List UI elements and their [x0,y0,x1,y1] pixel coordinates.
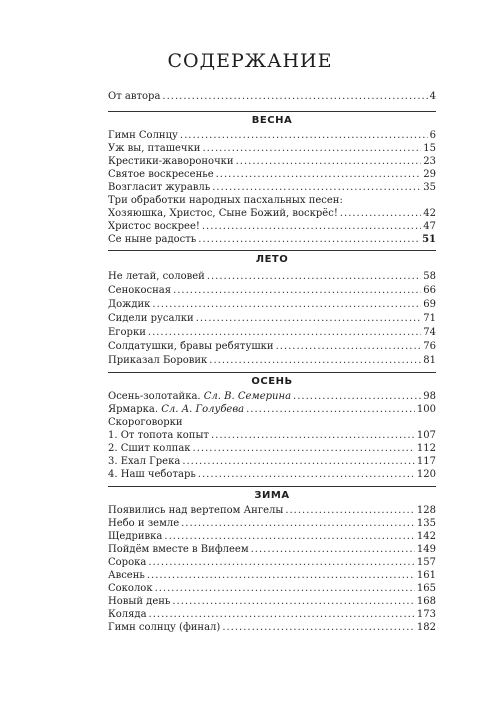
section-rule [108,250,436,251]
section-heading-autumn: ОСЕНЬ [251,376,293,387]
toc-entry-author [108,90,436,103]
toc-entry: Хозяюшка, Христос, Сыне Божий, воскрёс! ..... 42 [108,207,436,220]
section-rule [108,372,436,373]
toc-entry: Авсень ..... 161 [108,569,436,582]
page-title: СОДЕРЖАНИЕ [167,50,333,72]
toc-entry: Небо и земле ..... 135 [108,517,436,530]
toc-entry: Щедривка ..... 142 [108,530,436,543]
toc-entry-title: От автора [108,91,161,102]
toc-entry: Новый день ..... 168 [108,595,436,608]
toc-entry: Не летай, соловей ..... 58 [108,270,436,283]
toc-entry: Гимн Солнцу ..... 6 [108,129,436,142]
toc-entry: Уж вы, пташечки ..... 15 [108,142,436,155]
toc-entry: Дождик ..... 69 [108,298,436,311]
toc-entry: Приказал Боровик ..... 81 [108,354,436,367]
toc-entry: Сидели русалки ..... 71 [108,312,436,325]
toc-group-label: Три обработки народных пасхальных песен: [108,195,343,206]
toc-entry: Появились над вертепом Ангелы ..... 128 [108,504,436,517]
toc-entry: Христос воскрее! ..... 47 [108,220,436,233]
toc-entry: 4. Наш чеботарь ..... 120 [108,468,436,481]
toc-entry-page: 4 [429,91,436,102]
toc-entry-author-credit: Сл. А. Голубева [161,404,245,415]
toc-entry: Святое воскресенье ..... 29 [108,168,436,181]
toc-entry: 1. От топота копыт ..... 107 [108,429,436,442]
toc-entry: Гимн солнцу (финал) ..... 182 [108,621,436,634]
toc-entry: 3. Ехал Грека ..... 117 [108,455,436,468]
toc-entry: Крестики-жавороночки ..... 23 [108,155,436,168]
toc-entry: Возгласит журавль ..... 35 [108,181,436,194]
toc-entry: Пойдём вместе в Вифлеем ..... 149 [108,543,436,556]
section-heading-winter: ЗИМА [254,490,290,501]
toc-entry: Солдатушки, бравы ребятушки ..... 76 [108,340,436,353]
toc-entry: Егорки ..... 74 [108,326,436,339]
toc-entry: Сенокосная ..... 66 [108,284,436,297]
toc-entry: Ярмарка. Сл. А. Голубева ..... 100 [108,403,436,416]
toc-entry: Соколок ..... 165 [108,582,436,595]
section-heading-spring: ВЕСНА [251,115,293,126]
toc-entry: Се ныне радость ..... 51 [108,233,436,246]
toc-entry: Коляда ..... 173 [108,608,436,621]
toc-entry: Сорока ..... 157 [108,556,436,569]
section-rule [108,111,436,112]
toc-entry: 2. Сшит колпак ..... 112 [108,442,436,455]
section-rule [108,486,436,487]
section-heading-summer: ЛЕТО [255,254,289,265]
toc-entry: Осень-золотайка. Сл. В. Семерина ..... 98 [108,390,436,403]
toc-group-label: Скороговорки [108,417,183,428]
toc-entry-author-credit: Сл. В. Семерина [203,391,292,402]
